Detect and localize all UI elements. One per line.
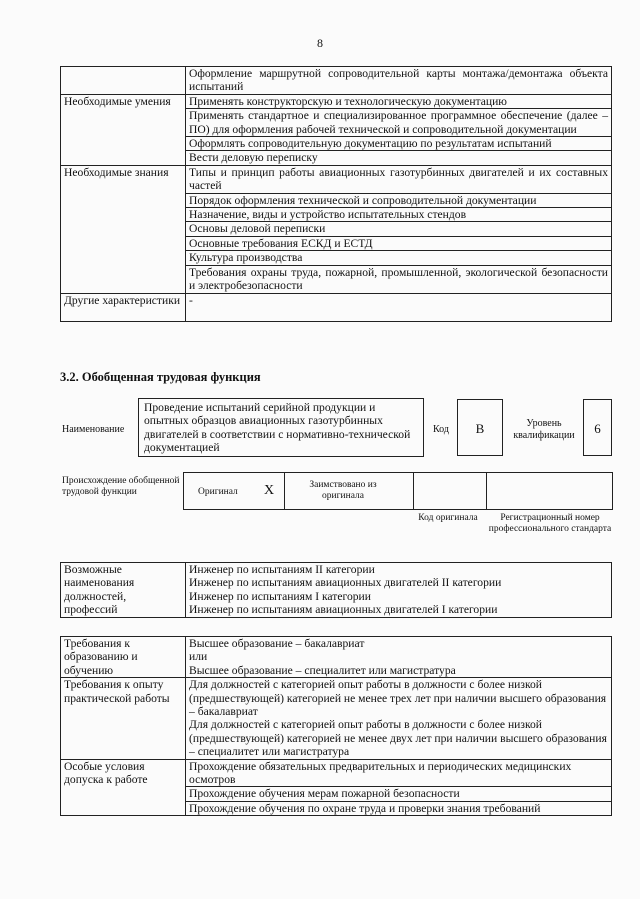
table-cell: Прохождение обучения мерам пожарной безопасности: [186, 787, 612, 801]
table-cell: -: [186, 293, 612, 321]
table-row: [61, 637, 612, 678]
skills-knowledge-table: [60, 66, 612, 322]
divider: [486, 473, 487, 509]
list-item: Инженер по испытаниям II категории: [189, 563, 375, 576]
original-mark: X: [264, 483, 275, 498]
row-label: Необходимые умения: [61, 94, 186, 165]
divider: [284, 473, 285, 509]
table-cell: Применять стандартное и специализированное программное обеспечение (далее – ПО) для оформления рабочей технической и сопроводительной документации: [186, 109, 612, 137]
table-cell: Вести деловую переписку: [186, 151, 612, 165]
row-label: Необходимые знания: [61, 165, 186, 293]
table-cell: Для должностей с категорией опыт работы в должности с более низкой (предшествующей) категорией не менее трех лет при наличии высшего образования – бакалавриат Для должностей с категорией опыт работы в должности с более низкой (предшествующей) категорией не менее двух лет при наличии высшего образования – специалитет или магистратура: [186, 678, 612, 759]
list-item: Инженер по испытаниям авиационных двигателей I категории: [189, 603, 498, 617]
table-cell: Применять конструкторскую и технологическую документацию: [186, 94, 612, 108]
table-cell: Основы деловой переписки: [186, 222, 612, 236]
level-value: 6: [583, 399, 612, 456]
table-row: [61, 67, 612, 95]
name-label: Наименование: [62, 424, 125, 435]
code-original-label: Код оригинала: [418, 513, 478, 523]
job-titles-table: [60, 562, 612, 618]
table-row: [61, 293, 612, 321]
original-label: Оригинал: [198, 487, 238, 497]
table-cell: Назначение, виды и устройство испытательных стендов: [186, 208, 612, 222]
row-label: Требования к опыту практической работы: [61, 678, 186, 759]
level-label: Уровень квалификации: [513, 418, 575, 441]
table-row: [61, 563, 612, 618]
list-item: Инженер по испытаниям I категории: [189, 589, 371, 603]
table-cell: Оформлять сопроводительную документацию по результатам испытаний: [186, 137, 612, 151]
requirements-table: [60, 636, 612, 816]
page-number: 8: [317, 36, 323, 50]
code-value: B: [457, 399, 503, 456]
code-label: Код: [433, 424, 449, 435]
row-label: Возможные наименования должностей, профессий: [61, 563, 186, 618]
list-item: Инженер по испытаниям авиационных двигателей II категории: [189, 576, 502, 590]
row-label: [61, 67, 186, 95]
table-cell: Типы и принцип работы авиационных газотурбинных двигателей и их составных частей: [186, 165, 612, 193]
table-cell: Основные требования ЕСКД и ЕСТД: [186, 236, 612, 250]
row-label: Другие характеристики: [61, 293, 186, 321]
origin-box: [183, 472, 613, 510]
table-cell: Прохождение обучения по охране труда и проверки знания требований: [186, 801, 612, 815]
table-row: [61, 678, 612, 759]
function-name: Проведение испытаний серийной продукции и опытных образцов авиационных газотурбинных двигателей в соответствии с нормативно-технической документацией: [138, 398, 424, 457]
table-cell: Требования охраны труда, пожарной, промышленной, экологической безопасности и электробезопасности: [186, 265, 612, 293]
table-cell: Прохождение обязательных предварительных и периодических медицинских осмотров: [186, 759, 612, 787]
origin-label: Происхождение обобщенной трудовой функции: [62, 476, 180, 497]
reg-number-label: Регистрационный номер профессионального стандарта: [488, 513, 612, 534]
row-label: Особые условия допуска к работе: [61, 759, 186, 816]
section-title: 3.2. Обобщенная трудовая функция: [60, 370, 261, 384]
table-row: [61, 165, 612, 193]
row-label: Требования к образованию и обучению: [61, 637, 186, 678]
table-cell: Оформление маршрутной сопроводительной карты монтажа/демонтажа объекта испытаний: [186, 67, 612, 95]
table-row: [61, 759, 612, 787]
table-row: [61, 94, 612, 108]
table-cell: Культура производства: [186, 251, 612, 265]
table-cell: Высшее образование – бакалавриат или Высшее образование – специалитет или магистратура: [186, 637, 612, 678]
divider: [413, 473, 414, 509]
table-cell: [186, 563, 612, 618]
borrowed-label: Заимствовано из оригинала: [309, 480, 377, 501]
table-cell: Порядок оформления технической и сопроводительной документации: [186, 193, 612, 207]
